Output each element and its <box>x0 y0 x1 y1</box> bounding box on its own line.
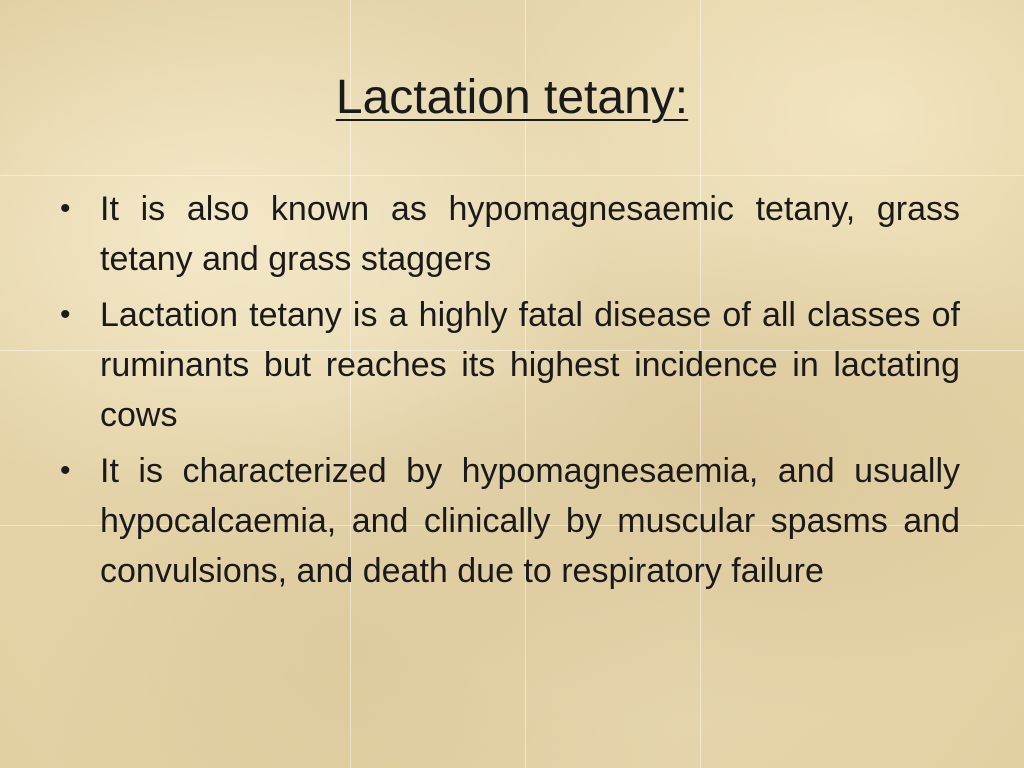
bullet-text: It is characterized by hypomagnesaemia, and usually hypocalcaemia, and clinically by muscular spasms and convulsions, and death due to respiratory failure <box>100 452 960 590</box>
bullet-text: It is also known as hypomagnesaemic tetany, grass tetany and grass staggers <box>100 190 960 278</box>
bullet-item <box>60 290 960 440</box>
slide-title <box>0 68 1024 128</box>
bullet-icon: • <box>60 192 71 225</box>
bullet-text: Lactation tetany is a highly fatal disease of all classes of ruminants but reaches its highest incidence in lactating cows <box>100 296 960 434</box>
bullet-item <box>60 446 960 596</box>
bullet-list <box>60 184 960 602</box>
bullet-item <box>60 184 960 284</box>
bullet-icon: • <box>60 454 71 487</box>
bullet-icon: • <box>60 298 71 331</box>
slide-title-text: Lactation tetany: <box>335 71 689 124</box>
